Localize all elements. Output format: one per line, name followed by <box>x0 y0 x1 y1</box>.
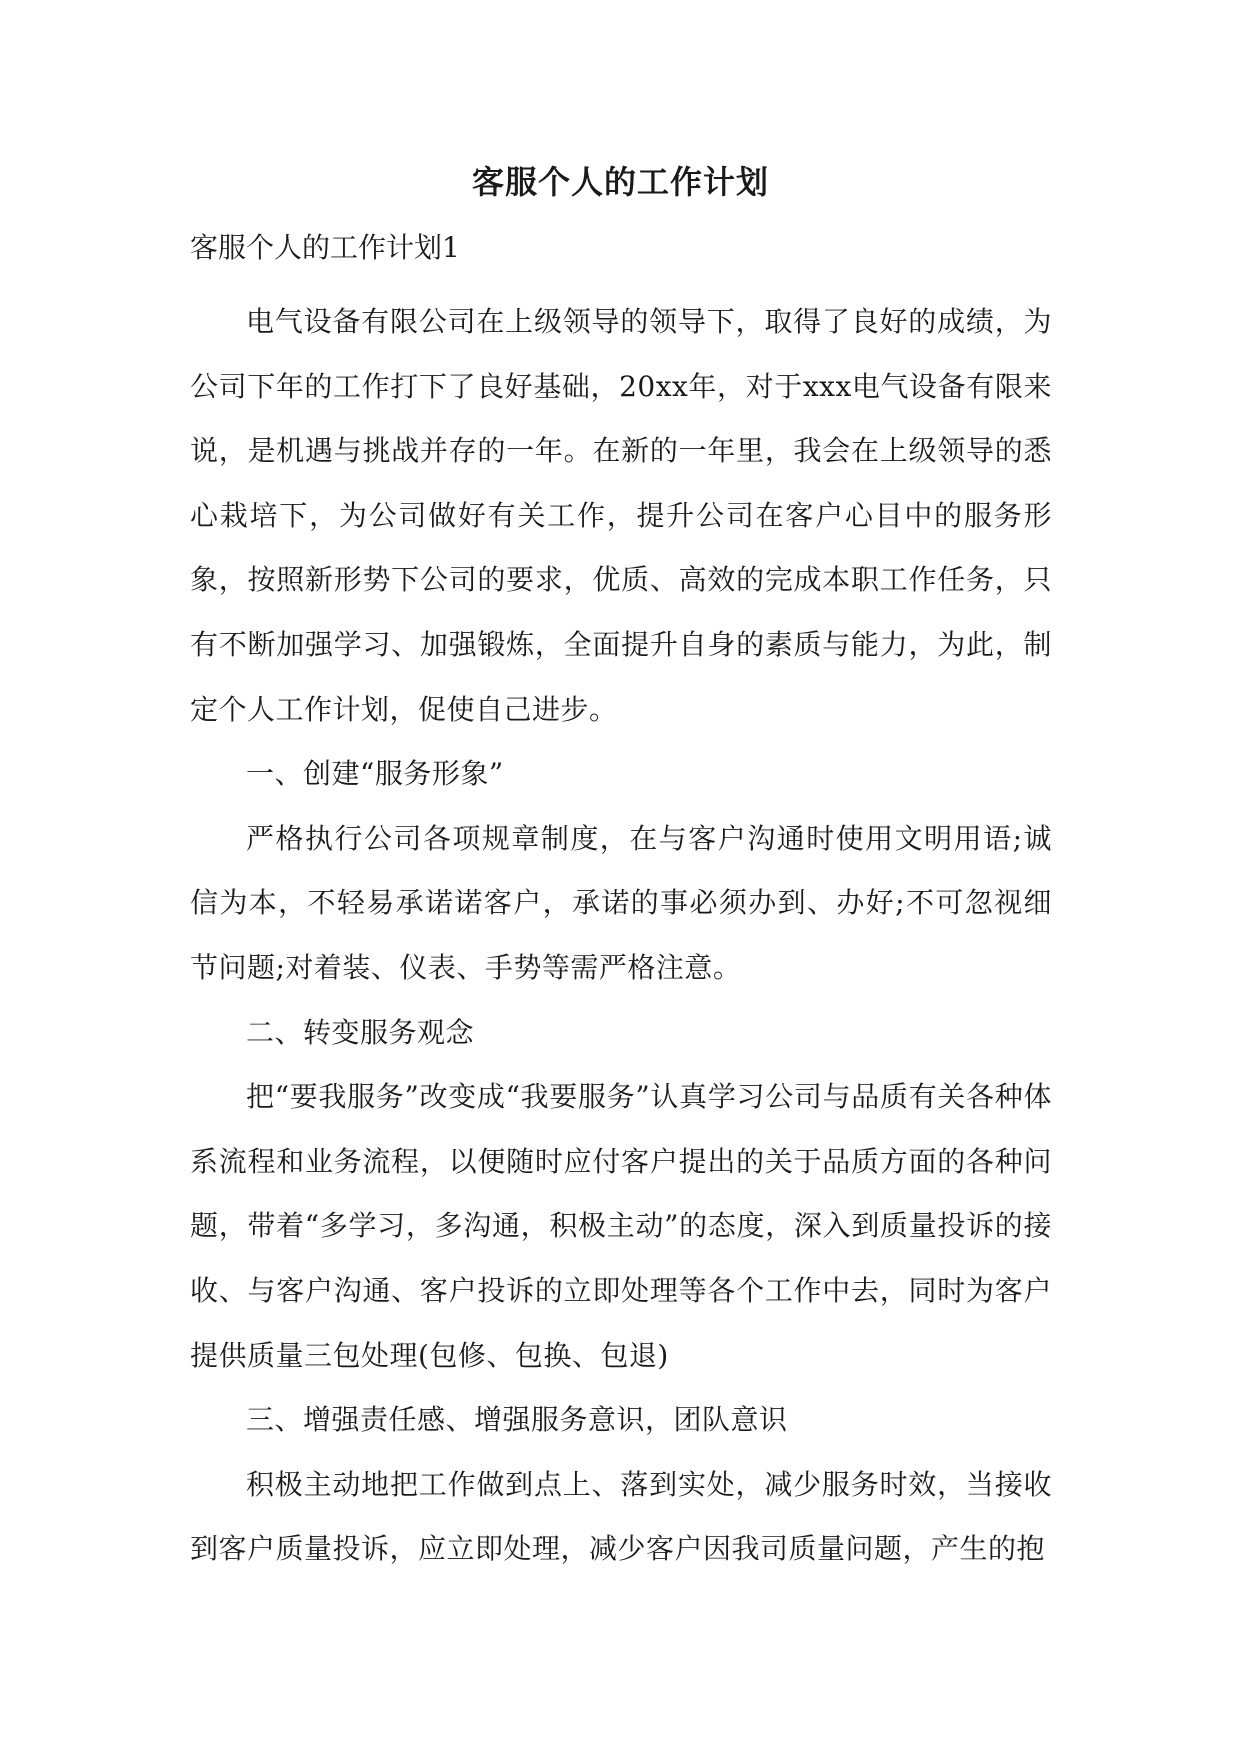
section-paragraph-3: 积极主动地把工作做到点上、落到实处，减少服务时效，当接收到客户质量投诉，应立即处理，减少客户因我司质量问题，产生的抱 <box>190 1467 1052 1566</box>
document-title: 客服个人的工作计划 <box>471 163 769 201</box>
intro-paragraph: 电气设备有限公司在上级领导的领导下，取得了良好的成绩，为公司下年的工作打下了良好基础，20xx年，对于xxx电气设备有限来说，是机遇与挑战并存的一年。在新的一年里，我会在上级领导的悉心栽培下，为公司做好有关工作，提升公司在客户心目中的服务形象，按照新形势下公司的要求，优质、高效的完成本职工作任务，只有不断加强学习、加强锻炼，全面提升自身的素质与能力，为此，制定个人工作计划，促使自己进步。 <box>190 305 1052 726</box>
section-paragraph-1: 严格执行公司各项规章制度，在与客户沟通时使用文明用语;诚信为本，不轻易承诺诺客户，承诺的事必须办到、办好;不可忽视细节问题;对着装、仪表、手势等需严格注意。 <box>190 821 1052 984</box>
section-paragraph-2: 把“要我服务”改变成“我要服务”认真学习公司与品质有关各种体系流程和业务流程，以便随时应付客户提出的关于品质方面的各种问题，带着“多学习，多沟通，积极主动”的态度，深入到质量投诉的接收、与客户沟通、客户投诉的立即处理等各个工作中去，同时为客户提供质量三包处理(包修、包换、包退) <box>190 1080 1052 1372</box>
document-subtitle: 客服个人的工作计划1 <box>190 231 460 264</box>
document-body <box>190 290 1052 1582</box>
section-heading-1: 一、创建“服务形象” <box>246 757 504 791</box>
section-heading-2: 二、转变服务观念 <box>246 1015 475 1049</box>
section-heading-3: 三、增强责任感、增强服务意识，团队意识 <box>246 1403 788 1437</box>
